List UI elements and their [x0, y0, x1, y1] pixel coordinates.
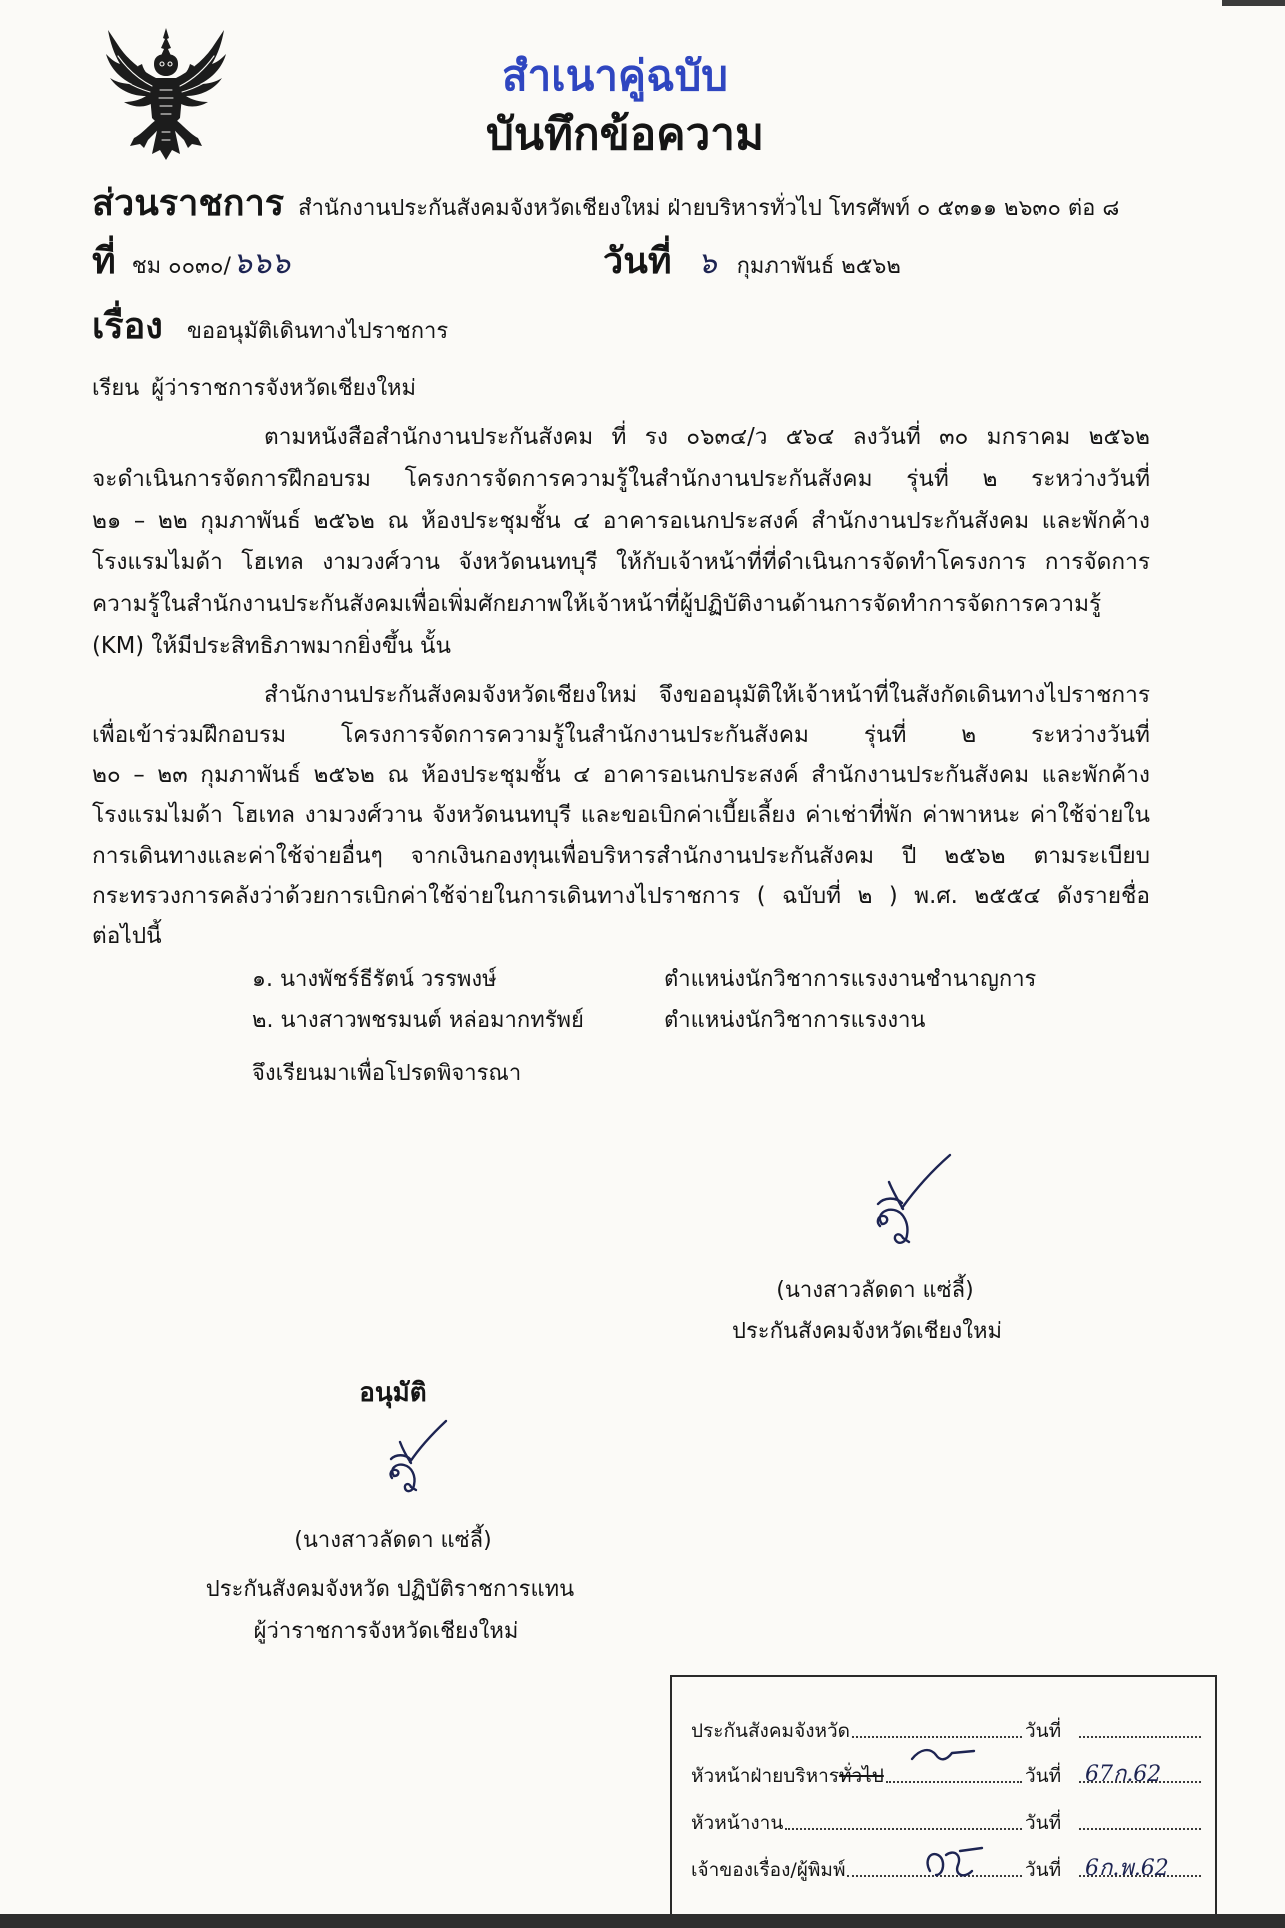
- routing-row: [691, 1806, 1201, 1838]
- date-row: [603, 239, 1163, 287]
- signature-mark: [862, 1152, 952, 1248]
- routing-date-label: วันที่: [1025, 1765, 1062, 1787]
- body-line: กระทรวงการคลังว่าด้วยการเบิกค่าใช้จ่ายในการเดินทางไปราชการ ( ฉบับที่ ๒ ) พ.ศ. ๒๕๕๔ ดังรายชื่อ: [92, 883, 1150, 909]
- date-month-year: กุมภาพันธ์ ๒๕๖๒: [736, 254, 901, 279]
- routing-role: หัวหน้างาน: [691, 1812, 784, 1834]
- body-line: (KM) ให้มีประสิทธิภาพมากยิ่งขึ้น นั้น: [92, 633, 451, 659]
- routing-role-cell: [691, 1808, 1025, 1838]
- body-line: ๒๑ – ๒๒ กุมภาพันธ์ ๒๕๖๒ ณ ห้องประชุมชั้น ๔ อาคารอเนกประสงค์ สำนักงานประกันสังคม และพักค้าง: [92, 508, 1150, 534]
- date-day-handwritten: ๖: [697, 246, 717, 281]
- body-line: โรงแรมไมด้า โฮเทล งามวงศ์วาน จังหวัดนนทบุรี และขอเบิกค่าเบี้ยเลี้ยง ค่าเช่าที่พัก ค่าพาหนะ ค่าใช้จ่ายใน: [92, 802, 1150, 828]
- signer-position: ประกันสังคมจังหวัดเชียงใหม่: [732, 1319, 1002, 1344]
- initials-mark: [922, 1843, 986, 1885]
- handwritten-scribble: [908, 1741, 978, 1767]
- routing-date-cell: [1077, 1716, 1201, 1746]
- reference-row: [92, 239, 572, 287]
- subject-row: [92, 304, 992, 350]
- staff-position: ตำแหน่งนักวิชาการแรงงานชำนาญการ: [664, 967, 1037, 992]
- body-line: ความรู้ในสำนักงานประกันสังคมเพื่อเพิ่มศักยภาพให้เจ้าหน้าที่ผู้ปฏิบัติงานด้านการจัดทำการจัดการความรู้: [92, 591, 1102, 617]
- routing-role: หัวหน้าฝ่ายบริหาร: [691, 1765, 839, 1787]
- staff-name: ๒. นางสาวพชรมนต์ หล่อมากทรัพย์: [252, 1008, 584, 1033]
- agency-row: [92, 181, 1168, 227]
- body-line: จะดำเนินการจัดการฝึกอบรม โครงการจัดการความรู้ในสำนักงานประกันสังคม รุ่นที่ ๒ ระหว่างวันที่: [92, 466, 1150, 492]
- page-title: บันทึกข้อความ: [485, 109, 764, 160]
- recipient-value: ผู้ว่าราชการจังหวัดเชียงใหม่: [151, 376, 417, 401]
- routing-role: ประกันสังคมจังหวัด: [691, 1720, 851, 1742]
- body-line: สำนักงานประกันสังคมจังหวัดเชียงใหม่ จึงขออนุมัติให้เจ้าหน้าที่ในสังกัดเดินทางไปราชการ: [264, 682, 1150, 708]
- routing-date-label: วันที่: [1025, 1720, 1062, 1742]
- staff-name: ๑. นางพัชร์ธีรัตน์ วรรพงษ์: [252, 967, 497, 992]
- routing-date-value: 6ก.พ.62: [1085, 1856, 1169, 1881]
- body-line: ตามหนังสือสำนักงานประกันสังคม ที่ รง ๐๖๓๔/ว ๕๖๔ ลงวันที่ ๓๐ มกราคม ๒๕๖๒: [264, 424, 1150, 450]
- routing-date-label: วันที่: [1025, 1859, 1062, 1881]
- routing-role-struck: ทั่วไป: [838, 1765, 884, 1787]
- reference-number-handwritten: ๖๖๖: [232, 246, 291, 281]
- dotted-leader: [852, 1736, 1022, 1738]
- routing-date-cell: [1077, 1808, 1201, 1838]
- dotted-leader: [1079, 1736, 1201, 1738]
- approver-position: ผู้ว่าราชการจังหวัดเชียงใหม่: [253, 1619, 519, 1644]
- recipient-label: เรียน: [92, 376, 140, 401]
- routing-date-label: วันที่: [1025, 1812, 1062, 1834]
- date-label: วันที่: [603, 241, 672, 282]
- scan-artifact: [1222, 0, 1285, 6]
- copy-stamp: สำเนาคู่ฉบับ: [502, 51, 728, 100]
- staff-position: ตำแหน่งนักวิชาการแรงงาน: [664, 1008, 926, 1033]
- routing-box: [670, 1675, 1217, 1916]
- body-line: โรงแรมไมด้า โฮเทล งามวงศ์วาน จังหวัดนนทบุรี ให้กับเจ้าหน้าที่ที่ดำเนินการจัดทำโครงการ การจัดการ: [92, 549, 1150, 575]
- body-line: ต่อไปนี้: [92, 923, 162, 949]
- agency-label: ส่วนราชการ: [92, 183, 285, 224]
- dotted-leader: [785, 1828, 1022, 1830]
- dotted-leader: [1079, 1828, 1201, 1830]
- recipient-row: [92, 373, 992, 405]
- scan-edge: [0, 1914, 1285, 1928]
- reference-prefix: ชม ๐๐๓๐/: [131, 254, 231, 279]
- approver-position: ประกันสังคมจังหวัด ปฏิบัติราชการแทน: [205, 1577, 575, 1602]
- closing-line: จึงเรียนมาเพื่อโปรดพิจารณา: [252, 1061, 522, 1086]
- agency-value: สำนักงานประกันสังคมจังหวัดเชียงใหม่ ฝ่ายบริหารทั่วไป โทรศัพท์ ๐ ๕๓๑๑ ๒๖๓๐ ต่อ ๘: [298, 196, 1120, 221]
- approval-signature-mark: [378, 1418, 448, 1496]
- subject-value: ขออนุมัติเดินทางไปราชการ: [186, 319, 449, 344]
- body-line: การเดินทางและค่าใช้จ่ายอื่นๆ จากเงินกองทุนเพื่อบริหารสำนักงานประกันสังคม ปี ๒๕๖๒ ตามระเบียบ: [92, 843, 1150, 869]
- routing-role: เจ้าของเรื่อง/ผู้พิมพ์: [691, 1859, 846, 1881]
- routing-date-cell: [1077, 1761, 1201, 1791]
- reference-label: ที่: [92, 241, 116, 282]
- routing-date-value: 67ก.62: [1085, 1762, 1162, 1787]
- garuda-emblem: [104, 26, 228, 162]
- approval-label: อนุมัติ: [359, 1378, 427, 1408]
- body-line: เพื่อเข้าร่วมฝึกอบรม โครงการจัดการความรู้ในสำนักงานประกันสังคม รุ่นที่ ๒ ระหว่างวันที่: [92, 722, 1150, 748]
- body-line: ๒๐ – ๒๓ กุมภาพันธ์ ๒๕๖๒ ณ ห้องประชุมชั้น ๔ อาคารอเนกประสงค์ สำนักงานประกันสังคม และพักค้าง: [92, 762, 1150, 788]
- signer-name: (นางสาวลัดดา แซ่ลี้): [776, 1278, 974, 1303]
- approver-name: (นางสาวลัดดา แซ่ลี้): [294, 1528, 492, 1553]
- subject-label: เรื่อง: [92, 306, 163, 347]
- dotted-leader: [886, 1781, 1022, 1783]
- routing-date-cell: [1077, 1855, 1201, 1885]
